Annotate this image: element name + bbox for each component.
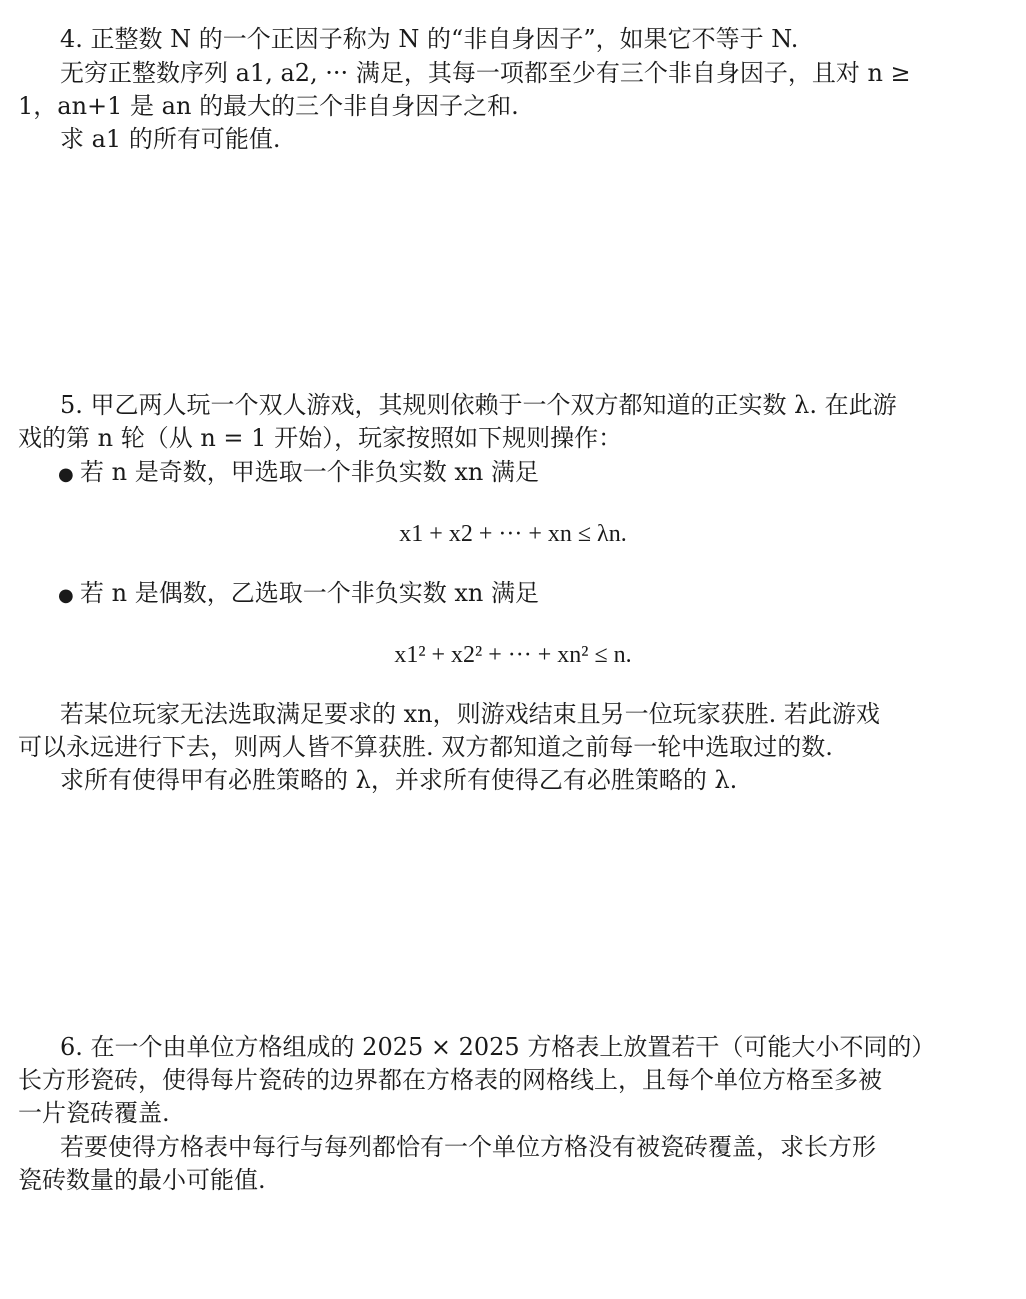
rule-odd <box>58 455 539 492</box>
problem-4-line-1 <box>60 22 798 56</box>
problem-6-line-5: 瓷砖数量的最小可能值. <box>18 1166 266 1194</box>
problem-4-line-4: 求 a1 的所有可能值. <box>60 125 281 153</box>
problem-5-outro-2: 可以永远进行下去，则两人皆不算获胜. 双方都知道之前每一轮中选取过的数. <box>18 733 833 761</box>
bullet-icon: ● <box>58 464 74 485</box>
problem-6-line-1 <box>60 1030 935 1064</box>
rule-odd-text: 若 n 是奇数，甲选取一个非负实数 xn 满足 <box>80 458 539 486</box>
problem-6-line-4: 若要使得方格表中每行与每列都恰有一个单位方格没有被瓷砖覆盖，求长方形 <box>60 1133 876 1161</box>
problem-4-number: 4. <box>60 25 83 53</box>
problem-5-number: 5. <box>60 391 83 419</box>
rule-even-text: 若 n 是偶数，乙选取一个非负实数 xn 满足 <box>80 579 539 607</box>
problem-4-line-3: 1，an+1 是 an 的最大的三个非自身因子之和. <box>18 92 519 120</box>
problem-6-number: 6. <box>60 1033 83 1061</box>
problem-5-outro-1: 若某位玩家无法选取满足要求的 xn，则游戏结束且另一位玩家获胜. 若此游戏 <box>60 700 880 728</box>
problem-6-text-1: 在一个由单位方格组成的 2025 × 2025 方格表上放置若干（可能大小不同的） <box>90 1033 936 1061</box>
bullet-icon: ● <box>58 585 74 606</box>
problem-6-line-2: 长方形瓷砖，使得每片瓷砖的边界都在方格表的网格线上，且每个单位方格至多被 <box>18 1066 882 1094</box>
problem-5-line-2: 戏的第 n 轮（从 n = 1 开始），玩家按照如下规则操作： <box>18 424 623 452</box>
problem-4-text-1: 正整数 N 的一个正因子称为 N 的“非自身因子”，如果它不等于 N. <box>90 25 799 53</box>
problem-5-line-1 <box>60 388 897 422</box>
formula-square-constraint: x1² + x2² + ··· + xn² ≤ n. <box>394 642 632 668</box>
problem-4-line-2: 无穷正整数序列 a1, a2, ··· 满足，其每一项都至少有三个非自身因子，且对 n ≥ <box>60 59 911 87</box>
rule-even <box>58 576 539 613</box>
problem-5-text-1: 甲乙两人玩一个双人游戏，其规则依赖于一个双方都知道的正实数 λ. 在此游 <box>90 391 897 419</box>
problem-6-line-3: 一片瓷砖覆盖. <box>18 1099 170 1127</box>
problem-5-outro-3: 求所有使得甲有必胜策略的 λ，并求所有使得乙有必胜策略的 λ. <box>60 766 738 794</box>
formula-sum-constraint: x1 + x2 + ··· + xn ≤ λn. <box>399 521 627 547</box>
